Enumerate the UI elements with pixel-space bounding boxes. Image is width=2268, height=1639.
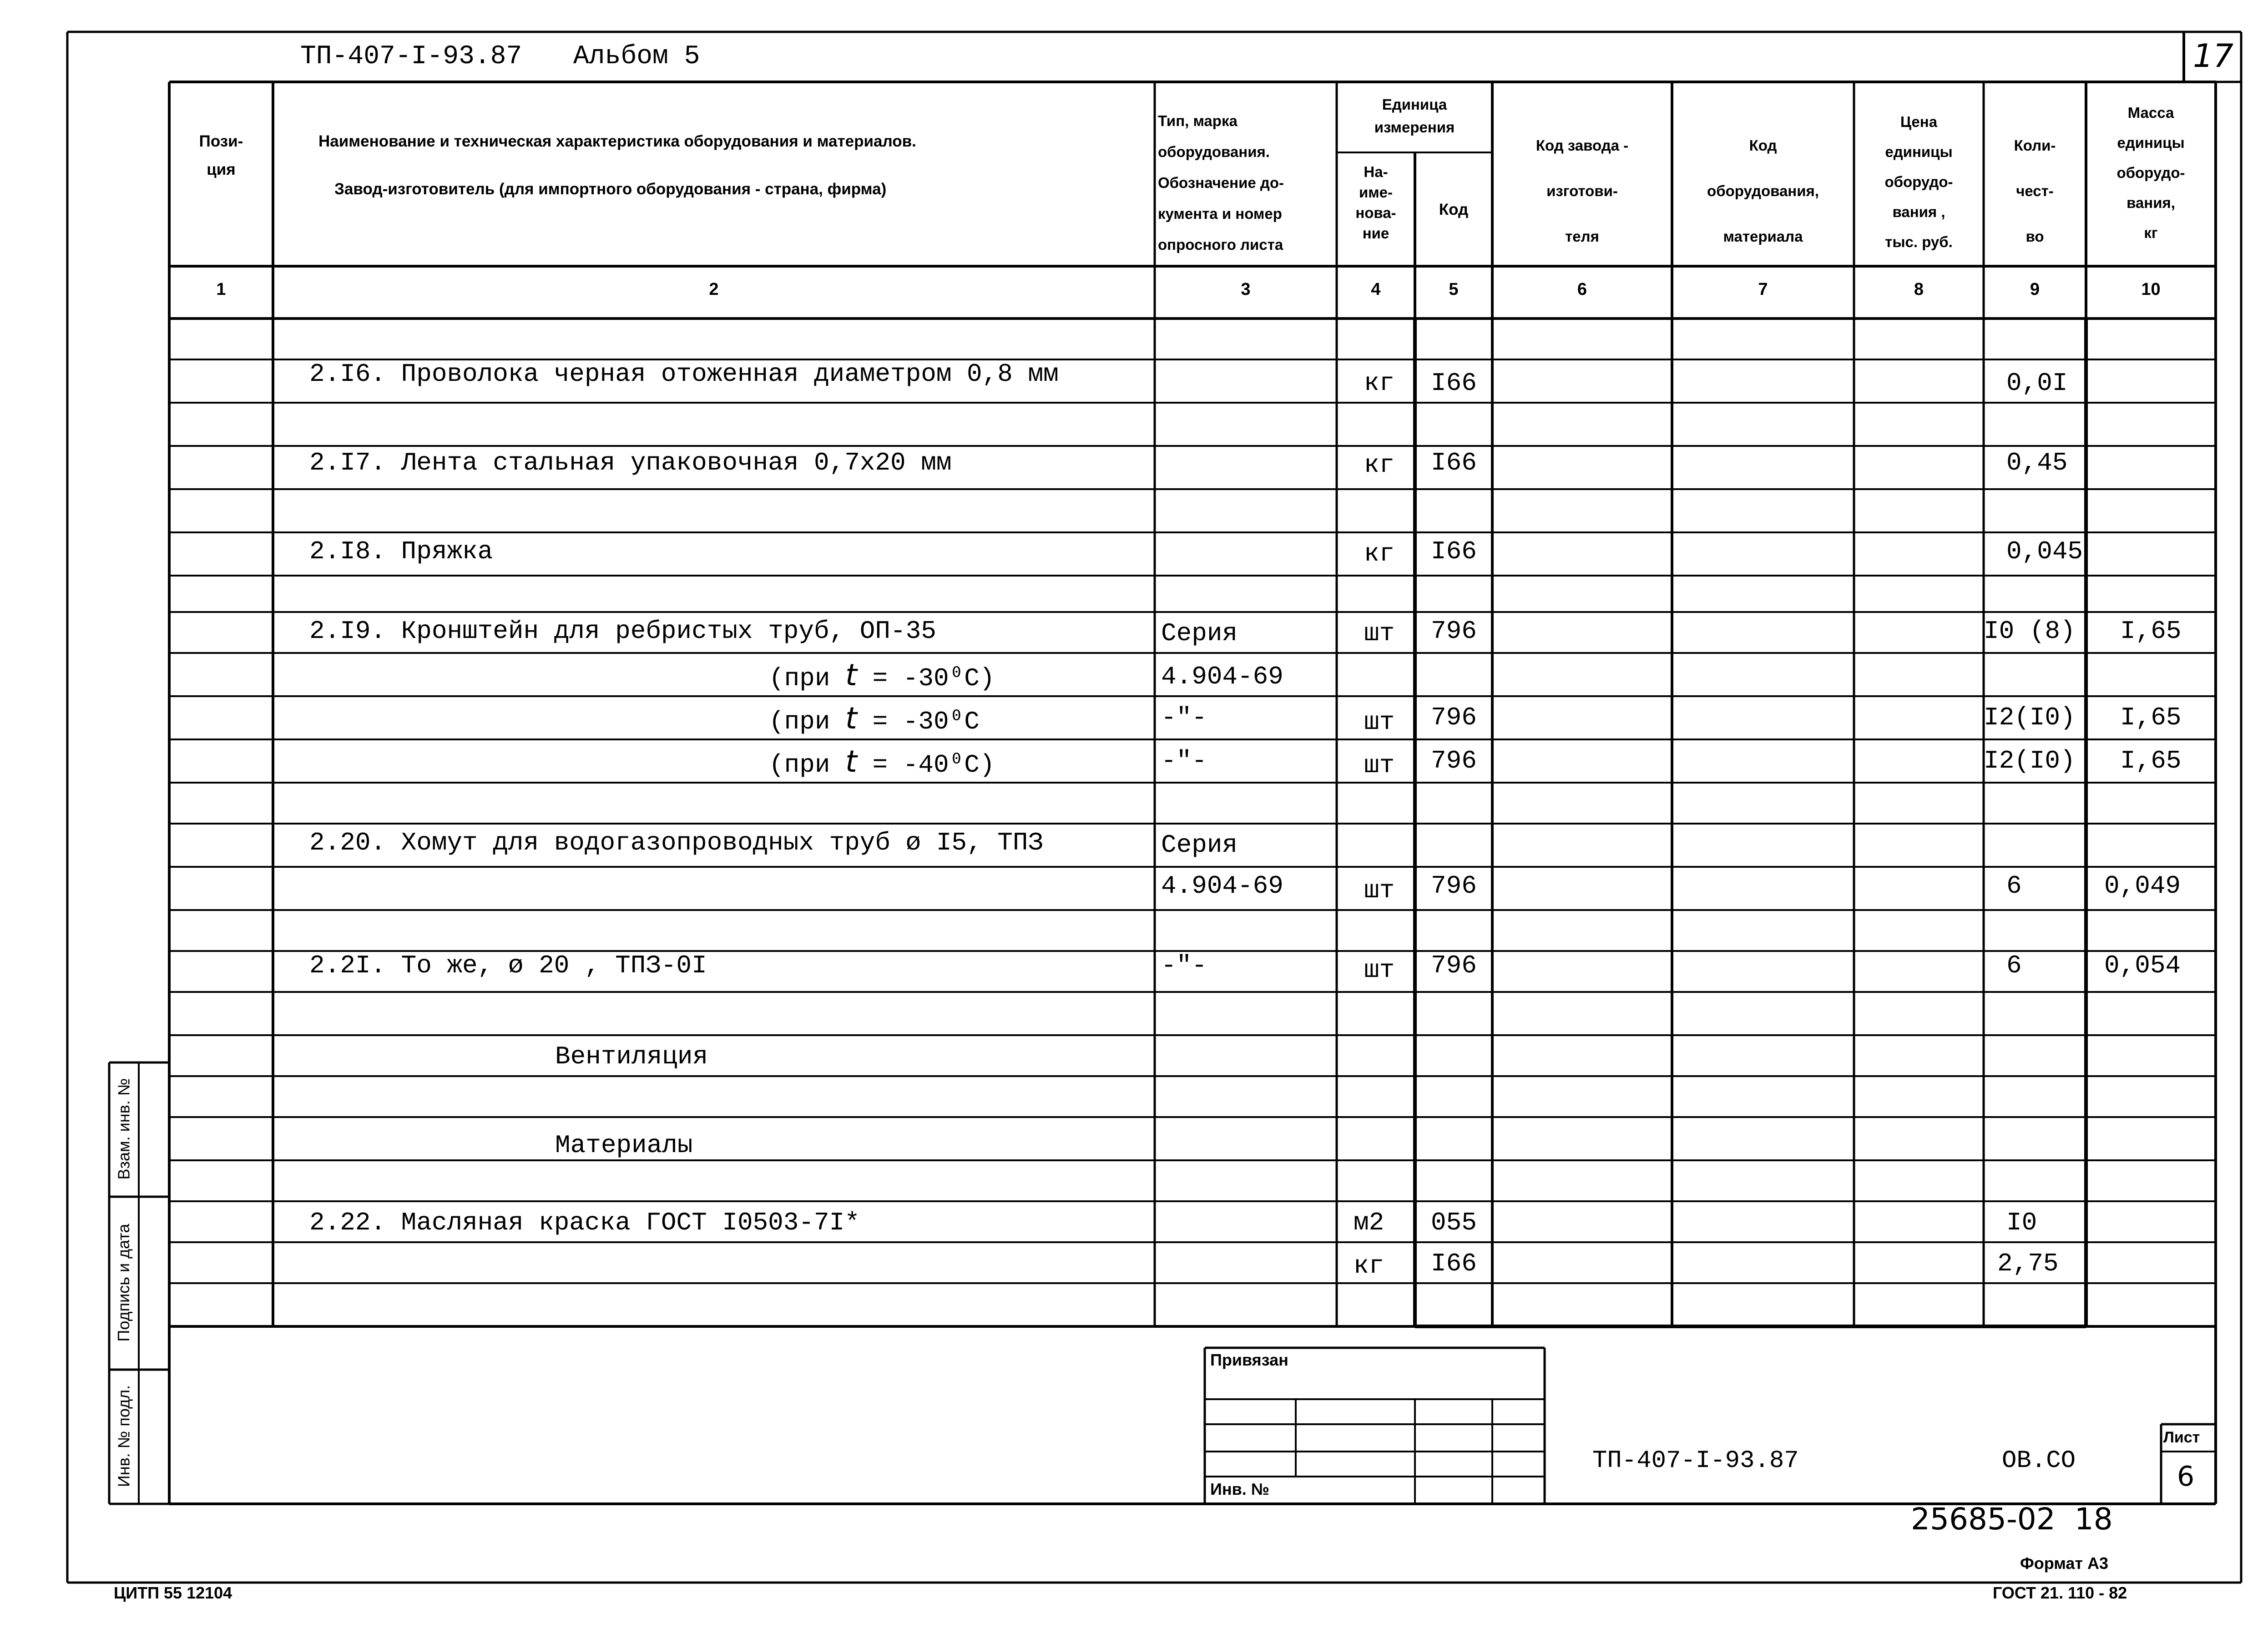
section-title-ventilation: Вентиляция <box>555 1042 708 1071</box>
row-type: Серия <box>1161 830 1238 860</box>
row-name-temp: (при t = -30⁰С) <box>769 658 995 693</box>
col-header-mass: Масса единицы оборудо- вания, кг <box>2116 104 2185 241</box>
row-unit: шт <box>1364 708 1395 737</box>
col-number: 10 <box>2141 280 2161 299</box>
row-name: 2.I7. Лента стальная упаковочная 0,7х20 мм <box>309 448 952 477</box>
row-mass: 0,054 <box>2104 951 2181 980</box>
row-mass: I,65 <box>2120 617 2182 646</box>
row-unit: шт <box>1364 619 1395 648</box>
row-quantity: I2(I0) <box>1984 746 2076 775</box>
stamp-inv-no: Инв. № <box>1210 1480 1269 1498</box>
row-mass: 0,049 <box>2104 871 2181 900</box>
row-quantity: 2,75 <box>1997 1249 2059 1278</box>
row-type: 4.904-69 <box>1161 662 1283 691</box>
album-label: Альбом 5 <box>573 42 700 71</box>
footer-format: Формат А3 <box>2020 1554 2109 1573</box>
row-name: 2.22. Масляная краска ГОСТ I0503-7I* <box>309 1208 860 1237</box>
row-mass: I,65 <box>2120 703 2182 732</box>
row-name-temp: (при t = -40⁰С) <box>769 744 995 779</box>
row-name: 2.I6. Проволока черная отоженная диаметром 0,8 мм <box>309 359 1059 389</box>
row-name: 2.I8. Пряжка <box>309 537 493 566</box>
row-quantity: I2(I0) <box>1984 703 2076 732</box>
row-quantity: 0,045 <box>2006 537 2083 566</box>
col-header-unit-code: Код <box>1439 201 1469 218</box>
col-header-factory-code: Код завода - изготови- теля <box>1536 137 1629 245</box>
handwritten-number: 25685-02 18 <box>1911 1502 2113 1537</box>
col-header-type: Тип, марка оборудования. Обозначение до- кумента и номер опросного листа <box>1158 112 1284 253</box>
corner-page-number: 17 <box>2193 37 2234 75</box>
section-title-materials: Материалы <box>555 1131 693 1160</box>
col-number: 5 <box>1449 280 1459 299</box>
stamp-privyazan: Привязан <box>1210 1351 1288 1369</box>
row-unit: м2 <box>1354 1208 1384 1237</box>
row-quantity: 0,0I <box>2006 369 2068 398</box>
side-label-inv: Инв. № подл. <box>114 1385 133 1487</box>
row-type: -"- <box>1161 703 1207 732</box>
row-unit: кг <box>1364 450 1395 480</box>
col-header-name-line2: Завод-изготовитель (для импортного оборудования - страна, фирма) <box>334 180 887 198</box>
row-type: 4.904-69 <box>1161 871 1283 900</box>
row-quantity: 6 <box>2006 951 2022 980</box>
stamp-list-number: 6 <box>2177 1461 2195 1492</box>
footer-gost: ГОСТ 21. 110 - 82 <box>1993 1583 2127 1602</box>
col-header-unit: Единица измерения <box>1374 96 1455 136</box>
col-number: 9 <box>2030 280 2040 299</box>
row-quantity: 6 <box>2006 871 2022 900</box>
col-number: 6 <box>1577 280 1587 299</box>
col-number: 1 <box>216 280 226 299</box>
side-label-podpis: Подпись и дата <box>114 1224 133 1342</box>
col-number: 7 <box>1758 280 1768 299</box>
row-quantity: I0 <box>2006 1208 2037 1237</box>
footer-citp: ЦИТП 55 12104 <box>114 1583 232 1602</box>
row-name: 2.2I. То же, ø 20 , ТПЗ-0I <box>309 951 707 980</box>
row-name-temp: (при t = -30⁰С <box>769 701 980 736</box>
col-header-equipment-code: Код оборудования, материала <box>1707 137 1819 245</box>
row-name: 2.20. Хомут для водогазопроводных труб ø I5, ТПЗ <box>309 828 1044 857</box>
row-unit: шт <box>1364 956 1395 985</box>
row-unit-code: 055 <box>1431 1208 1477 1237</box>
row-unit-code: 796 <box>1431 617 1477 646</box>
row-unit-code: I66 <box>1431 537 1477 566</box>
doc-code-header: ТП-407-І-93.87 <box>300 42 522 71</box>
row-quantity: 0,45 <box>2006 448 2068 477</box>
row-unit-code: I66 <box>1431 369 1477 398</box>
row-type: -"- <box>1161 951 1207 980</box>
row-unit-code: 796 <box>1431 746 1477 775</box>
row-mass: I,65 <box>2120 746 2182 775</box>
row-unit-code: 796 <box>1431 871 1477 900</box>
col-number: 8 <box>1914 280 1924 299</box>
col-number: 3 <box>1241 280 1251 299</box>
col-header-price: Цена единицы оборудо- вания , тыс. руб. <box>1884 113 1953 250</box>
row-unit: кг <box>1364 539 1395 568</box>
stamp-list-label: Лист <box>2163 1429 2200 1446</box>
row-unit: шт <box>1364 751 1395 780</box>
row-type: -"- <box>1161 746 1207 775</box>
row-quantity: I0 (8) <box>1984 617 2076 646</box>
col-header-position: Пози- ция <box>199 132 243 178</box>
col-header-name-line1: Наименование и техническая характеристика оборудования и материалов. <box>318 132 916 150</box>
row-unit: шт <box>1364 876 1395 905</box>
row-unit-code: I66 <box>1431 1249 1477 1278</box>
row-unit-code: 796 <box>1431 951 1477 980</box>
col-header-unit-name: На- име- нова- ние <box>1355 163 1396 242</box>
stamp-section: ОВ.СО <box>2002 1447 2076 1475</box>
side-label-vzam: Взам. инв. № <box>114 1078 133 1180</box>
row-unit: кг <box>1354 1251 1384 1280</box>
row-unit-code: 796 <box>1431 703 1477 732</box>
col-header-quantity: Коли- чест- во <box>2014 137 2056 245</box>
row-name: 2.I9. Кронштейн для ребристых труб, ОП-35 <box>309 617 936 646</box>
row-unit: кг <box>1364 369 1395 398</box>
row-unit-code: I66 <box>1431 448 1477 477</box>
col-number: 4 <box>1371 280 1381 299</box>
row-type: Серия <box>1161 619 1238 648</box>
stamp-doc-code: ТП-407-І-93.87 <box>1592 1447 1799 1475</box>
col-number: 2 <box>709 280 719 299</box>
